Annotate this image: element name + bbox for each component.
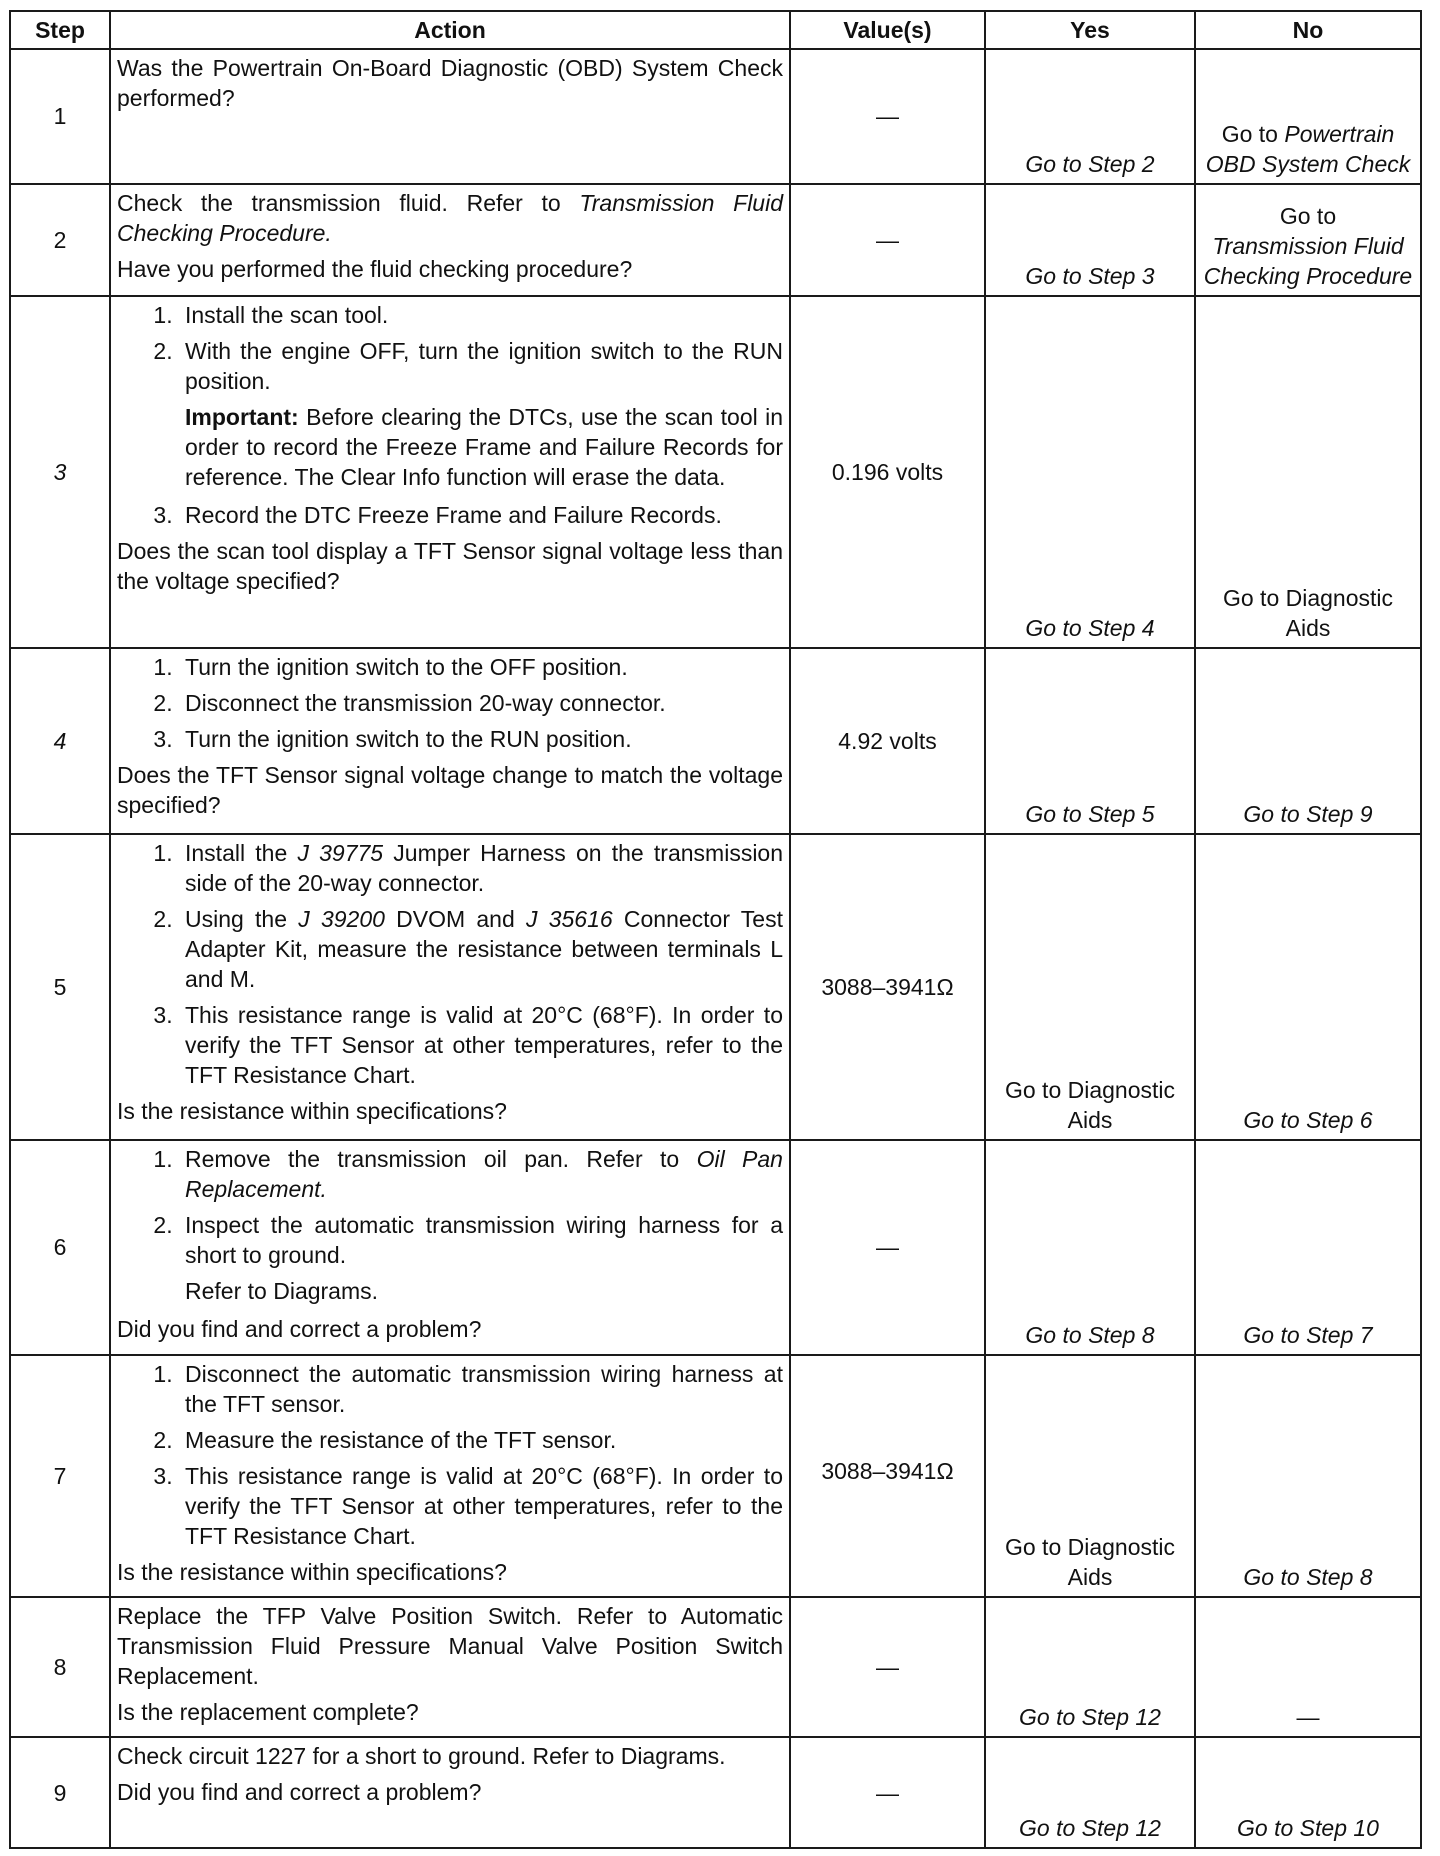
step-reference: Oil Pan Replacement. [185, 1146, 783, 1203]
action-question: Is the replacement complete? [117, 1698, 419, 1725]
action-question: Is the resistance within specifications? [117, 1097, 507, 1124]
important-text: Before clearing the DTCs, use the scan tool in order to record the Freeze Frame and Failure Records for reference. The Clear Info function will erase the data. [185, 404, 783, 491]
action-steps [117, 1359, 783, 1551]
diagnostic-table [9, 10, 1422, 1849]
action-step-item: 2. With the engine OFF, turn the ignition switch to the RUN position. [179, 336, 783, 396]
step-text: Using the [185, 905, 299, 932]
action-text: Check the transmission fluid. Refer to [117, 189, 580, 216]
action-instruction [117, 1741, 783, 1771]
no-reference: Powertrain OBD System Check [1205, 120, 1411, 177]
table-row-step-9 [10, 1737, 1421, 1848]
header-step: Step [10, 11, 110, 49]
no-go-to: Go to [1279, 203, 1337, 230]
action-step-item: 2. Inspect the automatic transmission wiring harness for a short to ground. [179, 1210, 783, 1270]
header-action: Action [110, 11, 790, 49]
action-step-item [179, 904, 783, 994]
action-instruction [117, 188, 783, 248]
action-step-item [179, 838, 783, 898]
action-cell [110, 1140, 790, 1354]
step-number: 5 [10, 834, 110, 1141]
action-question: Have you performed the fluid checking procedure? [117, 255, 633, 282]
value-cell: 3088–3941Ω [790, 834, 985, 1141]
step-number: 1 [10, 49, 110, 184]
no-cell: Go to Diagnostic Aids [1195, 296, 1421, 648]
action-step-item: 3. This resistance range is valid at 20°C (68°F). In order to verify the TFT Sensor at other temperatures, refer to the TFT Resistance Chart. [179, 1461, 783, 1551]
no-cell: Go to Step 7 [1195, 1140, 1421, 1354]
important-note [117, 402, 783, 492]
tool-number: J 39200 [298, 905, 385, 932]
note-reference: Diagrams. [273, 1278, 379, 1305]
yes-cell: Go to Step 12 [985, 1737, 1195, 1848]
action-step-item [179, 1144, 783, 1204]
no-reference: Transmission Fluid Checking Procedure [1203, 233, 1413, 290]
no-cell [1195, 49, 1421, 184]
step-text: Connector Test Adapter Kit, measure the resistance between terminals L and M. [185, 905, 783, 992]
no-cell: Go to Step 9 [1195, 648, 1421, 834]
value-cell: — [790, 1140, 985, 1354]
value-cell: 3088–3941Ω [790, 1355, 985, 1597]
no-cell: Go to Step 10 [1195, 1737, 1421, 1848]
header-no: No [1195, 11, 1421, 49]
table-row-step-3 [10, 296, 1421, 648]
no-go-to: Go to [1221, 120, 1285, 147]
step-number: 8 [10, 1597, 110, 1738]
action-question: Was the Powertrain On-Board Diagnostic (OBD) System Check performed? [117, 55, 783, 111]
step-text: Jumper Harness on the transmission side of the 20-way connector. [185, 839, 784, 896]
step-number: 7 [10, 1355, 110, 1597]
value-cell: — [790, 49, 985, 184]
action-cell [110, 648, 790, 834]
refer-note [117, 1276, 783, 1306]
action-reference: Transmission Fluid Checking Procedure. [117, 189, 783, 246]
table-row-step-4 [10, 648, 1421, 834]
header-values: Value(s) [790, 11, 985, 49]
yes-cell: Go to Step 2 [985, 49, 1195, 184]
action-cell [110, 834, 790, 1141]
header-row [10, 11, 1421, 49]
action-question: Does the scan tool display a TFT Sensor signal voltage less than the voltage specified? [117, 538, 783, 595]
action-cell [110, 1597, 790, 1738]
yes-cell: Go to Step 5 [985, 648, 1195, 834]
step-text: Remove the transmission oil pan. Refer to [185, 1146, 697, 1173]
action-step-item: 2. Disconnect the transmission 20-way connector. [179, 688, 783, 718]
note-text: Refer to [185, 1278, 274, 1305]
yes-cell: Go to Step 3 [985, 184, 1195, 297]
no-cell: Go to Step 8 [1195, 1355, 1421, 1597]
step-number: 6 [10, 1140, 110, 1354]
action-cell [110, 1737, 790, 1848]
table-row-step-2 [10, 184, 1421, 297]
important-label: Important: [185, 404, 299, 431]
value-cell: — [790, 1597, 985, 1738]
tool-number: J 39775 [297, 839, 384, 866]
action-step-item: 1. Turn the ignition switch to the OFF position. [179, 652, 783, 682]
no-cell [1195, 184, 1421, 297]
action-steps [117, 1144, 783, 1270]
table-row-step-1 [10, 49, 1421, 184]
action-step-item: 1. Install the scan tool. [179, 300, 783, 330]
action-steps [117, 652, 783, 754]
yes-cell: Go to Step 8 [985, 1140, 1195, 1354]
action-cell [110, 1355, 790, 1597]
yes-cell: Go to Step 12 [985, 1597, 1195, 1738]
yes-cell: Go to Diagnostic Aids [985, 1355, 1195, 1597]
action-steps [117, 838, 783, 1090]
yes-cell: Go to Step 4 [985, 296, 1195, 648]
tool-number: J 35616 [525, 905, 613, 932]
action-question: Does the TFT Sensor signal voltage change to match the voltage specified? [117, 761, 783, 818]
value-cell: 0.196 volts [790, 296, 985, 648]
action-cell [110, 296, 790, 648]
step-text: Install the [185, 839, 298, 866]
action-question: Is the resistance within specifications? [117, 1558, 507, 1585]
action-question: Did you find and correct a problem? [117, 1779, 482, 1806]
action-steps [117, 300, 783, 396]
table-row-step-8 [10, 1597, 1421, 1738]
action-step-item: 2. Measure the resistance of the TFT sensor. [179, 1425, 783, 1455]
action-question: Did you find and correct a problem? [117, 1316, 482, 1343]
action-step-item: 3. Turn the ignition switch to the RUN position. [179, 724, 783, 754]
step-number: 3 [10, 296, 110, 648]
no-cell: Go to Step 6 [1195, 834, 1421, 1141]
action-cell [110, 49, 790, 184]
action-step-item: 1. Disconnect the automatic transmission wiring harness at the TFT sensor. [179, 1359, 783, 1419]
header-yes: Yes [985, 11, 1195, 49]
value-cell: — [790, 1737, 985, 1848]
step-number: 4 [10, 648, 110, 834]
value-cell: 4.92 volts [790, 648, 985, 834]
table-row-step-6 [10, 1140, 1421, 1354]
table-row-step-7 [10, 1355, 1421, 1597]
action-reference: Diagrams. [620, 1743, 726, 1770]
action-step-item: 3. Record the DTC Freeze Frame and Failure Records. [179, 500, 783, 530]
step-number: 2 [10, 184, 110, 297]
action-steps-continued [117, 500, 783, 530]
table-row-step-5 [10, 834, 1421, 1141]
no-cell: — [1195, 1597, 1421, 1738]
yes-cell: Go to Diagnostic Aids [985, 834, 1195, 1141]
step-number: 9 [10, 1737, 110, 1848]
value-cell: — [790, 184, 985, 297]
action-cell [110, 184, 790, 297]
action-instruction: Replace the TFP Valve Position Switch. Refer to Automatic Transmission Fluid Pressure Manual Valve Position Switch Replacement. [117, 1602, 783, 1689]
action-step-item: 3. This resistance range is valid at 20°C (68°F). In order to verify the TFT Sensor at other temperatures, refer to the TFT Resistance Chart. [179, 1000, 783, 1090]
action-text: Check circuit 1227 for a short to ground. Refer to [117, 1743, 621, 1770]
step-text: DVOM and [384, 905, 526, 932]
